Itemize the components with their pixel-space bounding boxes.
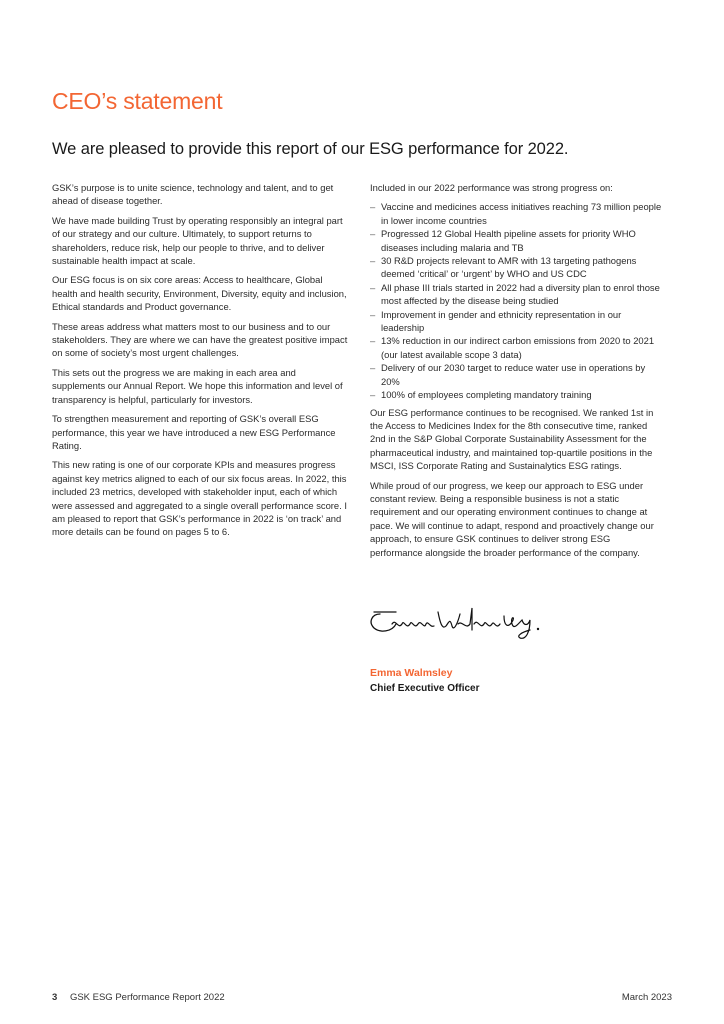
signatory-role: Chief Executive Officer [370, 683, 480, 694]
paragraph: Our ESG focus is on six core areas: Access to healthcare, Global health and health security, Environment, Diversity, equity and inclusion, Ethical standards and Product governance. [52, 274, 347, 313]
page-subtitle: We are pleased to provide this report of our ESG performance for 2022. [52, 140, 569, 158]
list-item: – Progressed 12 Global Health pipeline assets for priority WHO diseases including malaria and TB [370, 227, 662, 254]
list-item: – Improvement in gender and ethnicity representation in our leadership [370, 308, 662, 335]
list-item: – 100% of employees completing mandatory training [370, 388, 662, 401]
signatory-name: Emma Walmsley [370, 667, 453, 679]
page-title: CEO’s statement [52, 88, 223, 114]
paragraph: Our ESG performance continues to be recognised. We ranked 1st in the Access to Medicines Index for the 8th consecutive time, ranked 2nd in the S&P Global Corporate Sustainability Assessment for the pharmaceutical industry, and maintained top-quartile positions in the MSCI, ISS Corporate Rating and Sustainalytics ESG ratings. [370, 406, 654, 472]
paragraph: These areas address what matters most to our business and to our stakeholders. They are where we can have the greatest positive impact on some of society’s most urgent challenges. [52, 320, 348, 359]
list-item: – 13% reduction in our indirect carbon emissions from 2020 to 2021 (our latest available scope 3 data) [370, 334, 662, 361]
progress-list [370, 200, 662, 401]
paragraph: To strengthen measurement and reporting of GSK’s overall ESG performance, this year we have introduced a new ESG Performance Rating. [52, 413, 336, 451]
page-footer [52, 992, 672, 1003]
list-item: – Delivery of our 2030 target to reduce water use in operations by 20% [370, 361, 662, 388]
left-column [52, 181, 348, 545]
list-item: – 30 R&D projects relevant to AMR with 13 targeting pathogens deemed ‘critical’ or ‘urgent’ by WHO and US CDC [370, 254, 662, 281]
paragraph: We have made building Trust by operating responsibly an integral part of our strategy and our culture. Ultimately, to support returns to shareholders, reduce risk, help our people to thrive, and to deliver sustainable health impact at scale. [52, 214, 343, 267]
report-date: March 2023 [621, 992, 672, 1003]
signature-image [366, 602, 546, 642]
right-column [370, 181, 662, 565]
paragraph: This sets out the progress we are making in each area and supplements our Annual Report. We hope this information and level of transparency is helpful, particularly for investors. [52, 366, 343, 405]
list-item: – Vaccine and medicines access initiatives reaching 73 million people in lower income countries [370, 200, 662, 227]
report-name: GSK ESG Performance Report 2022 [69, 992, 225, 1003]
page-number: 3 [52, 992, 58, 1003]
paragraph: This new rating is one of our corporate KPIs and measures progress against key metrics aligned to each of our six focus areas. In 2022, this included 23 metrics, developed with stakeholder input, each of which were assessed and aggregated to a single overall performance score. I am pleased to report that GSK’s performance in 2022 is ‘on track’ and more details can be found on pages 5 to 6. [52, 459, 347, 538]
progress-intro: Included in our 2022 performance was strong progress on: [370, 182, 613, 193]
paragraph: GSK’s purpose is to unite science, technology and talent, and to get ahead of disease together. [52, 182, 334, 207]
list-item: – All phase III trials started in 2022 had a diversity plan to enrol those most affected by the disease being studied [370, 281, 662, 308]
paragraph: While proud of our progress, we keep our approach to ESG under constant review. Being a responsible business is not a static requirement and our operating environment continues to change at pace. We will continue to adapt, respond and proactively change our approach, to ensure GSK continues to deliver strong ESG performance alongside the broader performance of the company. [370, 479, 654, 558]
